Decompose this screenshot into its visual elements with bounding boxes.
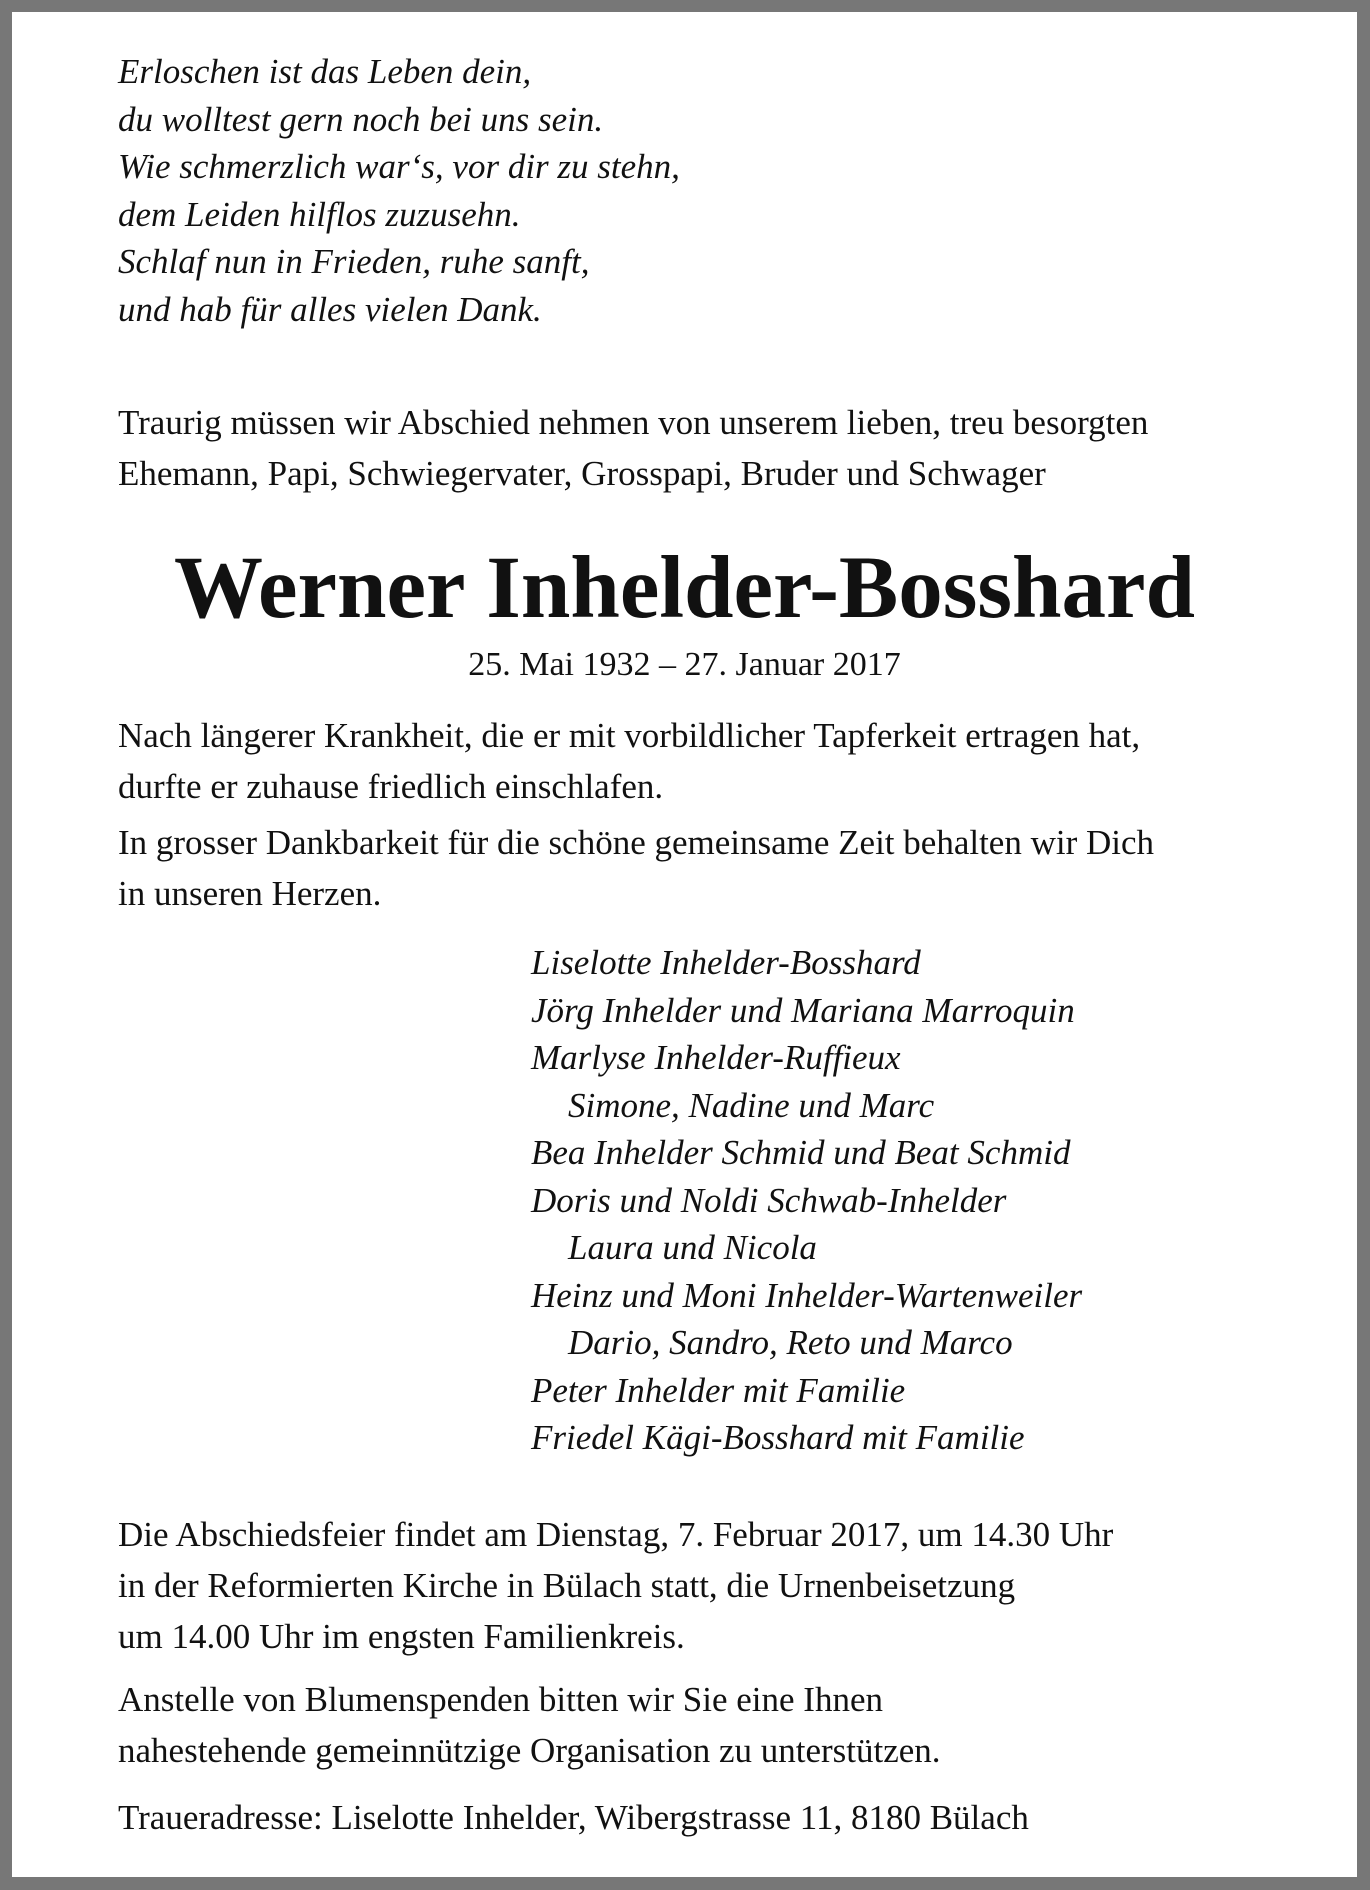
address-line: Traueradresse: Liselotte Inhelder, Wibergstrasse 11, 8180 Bülach: [118, 1798, 1029, 1837]
mourner-entry: Doris und Noldi Schwab-Inhelder: [531, 1180, 1007, 1220]
paragraph-line: um 14.00 Uhr im engsten Familienkreis.: [118, 1617, 685, 1656]
paragraph-line: in der Reformierten Kirche in Bülach statt, die Urnenbeisetzung: [118, 1566, 1016, 1605]
life-dates: 25. Mai 1932 – 27. Januar 2017: [468, 646, 901, 683]
mourner-entry: Peter Inhelder mit Familie: [531, 1370, 906, 1410]
poem-line: Erloschen ist das Leben dein,: [118, 52, 532, 91]
intro-line: Traurig müssen wir Abschied nehmen von unserem lieben, treu besorgten: [118, 403, 1149, 442]
gratitude-paragraph: [118, 817, 1154, 919]
paragraph-line: In grosser Dankbarkeit für die schöne gemeinsame Zeit behalten wir Dich: [118, 823, 1155, 862]
mourner-entry: Heinz und Moni Inhelder-Wartenweiler: [531, 1275, 1083, 1315]
illness-paragraph: [118, 710, 1140, 812]
poem-line: Wie schmerzlich war‘s, vor dir zu stehn,: [118, 147, 680, 187]
paragraph-line: in unseren Herzen.: [118, 874, 382, 913]
mourner-entry: Jörg Inhelder und Mariana Marroquin: [531, 990, 1075, 1030]
ceremony-paragraph: [118, 1509, 1113, 1662]
mourner-entry: Simone, Nadine und Marc: [568, 1085, 935, 1125]
mourner-entry: Marlyse Inhelder-Ruffieux: [531, 1038, 901, 1077]
intro-paragraph: [118, 397, 1148, 499]
mourner-entry: Dario, Sandro, Reto und Marco: [568, 1323, 1013, 1362]
mourner-entry: Laura und Nicola: [568, 1228, 817, 1267]
mourners-list: [531, 939, 1082, 1462]
paragraph-line: durfte er zuhause friedlich einschlafen.: [118, 767, 664, 806]
poem-line: dem Leiden hilflos zuzusehn.: [118, 194, 521, 234]
paragraph-line: Anstelle von Blumenspenden bitten wir Sie eine Ihnen: [118, 1680, 883, 1719]
obituary-page: [12, 12, 1357, 1877]
poem-line: Schlaf nun in Frieden, ruhe sanft,: [118, 242, 590, 282]
poem-line: und hab für alles vielen Dank.: [118, 289, 542, 329]
paragraph-line: nahestehende gemeinnützige Organisation zu unterstützen.: [118, 1731, 941, 1770]
deceased-name: Werner Inhelder-Bosshard: [173, 539, 1196, 637]
mourner-entry: Liselotte Inhelder-Bosshard: [531, 943, 921, 982]
mourner-entry: Bea Inhelder Schmid und Beat Schmid: [531, 1133, 1071, 1172]
paragraph-line: Die Abschiedsfeier findet am Dienstag, 7. Februar 2017, um 14.30 Uhr: [118, 1515, 1114, 1554]
mourning-address: [118, 1792, 1029, 1843]
poem: [118, 48, 680, 334]
paragraph-line: Nach längerer Krankheit, die er mit vorbildlicher Tapferkeit ertragen hat,: [118, 716, 1141, 755]
intro-line: Ehemann, Papi, Schwiegervater, Grosspapi, Bruder und Schwager: [118, 454, 1046, 493]
mourner-entry: Friedel Kägi-Bosshard mit Familie: [531, 1418, 1025, 1457]
poem-line: du wolltest gern noch bei uns sein.: [118, 99, 604, 139]
donations-paragraph: [118, 1674, 941, 1776]
